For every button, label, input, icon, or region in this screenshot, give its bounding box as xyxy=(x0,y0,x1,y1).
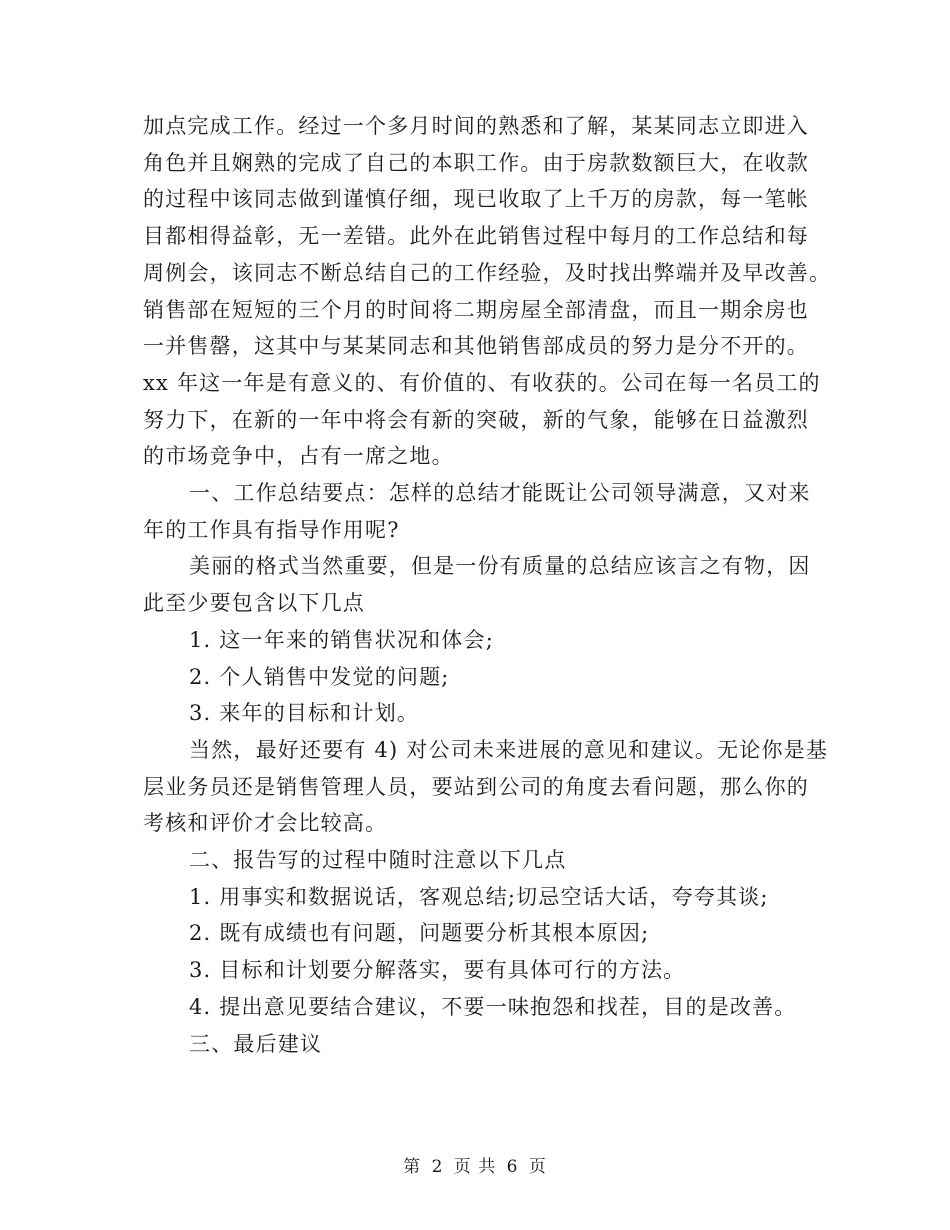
list-item-1: 1. 这一年来的销售状况和体会; xyxy=(189,627,494,652)
list-item-2: 2. 个人销售中发觉的问题; xyxy=(189,664,450,689)
body-line-5: 周例会，该同志不断总结自己的工作经验，及时找出弊端并及早改善。 xyxy=(143,260,832,285)
body-line-20: 考核和评价才会比较高。 xyxy=(143,811,388,836)
body-line-13: 美丽的格式当然重要，但是一份有质量的总结应该言之有物，因 xyxy=(189,554,811,579)
tip-item-1: 1. 用事实和数据说话，客观总结;切忌空话大话，夸夸其谈; xyxy=(189,884,769,909)
body-line-10: 的市场竞争中，占有一席之地。 xyxy=(143,444,454,469)
footer-prefix: 第 xyxy=(403,1157,422,1177)
body-line-12: 年的工作具有指导作用呢? xyxy=(143,517,400,542)
document-body xyxy=(143,108,832,1062)
body-line-1: 加点完成工作。经过一个多月时间的熟悉和了解，某某同志立即进入 xyxy=(143,114,809,138)
body-line-9: 努力下，在新的一年中将会有新的突破，新的气象，能够在日益激烈 xyxy=(143,407,809,432)
body-line-3: 的过程中该同志做到谨慎仔细，现已收取了上千万的房款，每一笔帐 xyxy=(143,187,809,212)
tip-item-4: 4. 提出意见要结合建议，不要一味抱怨和找茬，目的是改善。 xyxy=(189,994,797,1019)
list-item-3: 3. 来年的目标和计划。 xyxy=(189,701,420,726)
body-line-19: 层业务员还是销售管理人员，要站到公司的角度去看问题，那么你的 xyxy=(143,774,809,799)
body-line-6: 销售部在短短的三个月的时间将二期房屋全部清盘，而且一期余房也 xyxy=(143,297,809,322)
page-footer xyxy=(0,1155,950,1179)
body-line-18: 当然，最好还要有 4) 对公司未来进展的意见和建议。无论你是基 xyxy=(189,737,829,762)
tip-item-3: 3. 目标和计划要分解落实，要有具体可行的方法。 xyxy=(189,958,686,983)
body-line-2: 角色并且娴熟的完成了自己的本职工作。由于房款数额巨大，在收款 xyxy=(143,150,809,175)
section-heading-2: 二、报告写的过程中随时注意以下几点 xyxy=(189,848,567,873)
body-line-7: 一并售罄，这其中与某某同志和其他销售部成员的努力是分不开的。 xyxy=(143,334,809,359)
body-line-14: 此至少要包含以下几点 xyxy=(143,591,365,616)
total-page-number: 6 xyxy=(506,1157,519,1177)
body-line-4: 目都相得益彰，无一差错。此外在此销售过程中每月的工作总结和每 xyxy=(143,224,809,249)
footer-suffix: 页 xyxy=(528,1157,547,1177)
footer-middle: 页 共 xyxy=(453,1157,497,1177)
current-page-number: 2 xyxy=(431,1157,444,1177)
section-heading-1: 一、工作总结要点：怎样的总结才能既让公司领导满意，又对来 xyxy=(189,481,811,506)
tip-item-2: 2. 既有成绩也有问题，问题要分析其根本原因; xyxy=(189,921,650,946)
section-heading-3: 三、最后建议 xyxy=(189,1031,323,1056)
body-line-8: xx 年这一年是有意义的、有价值的、有收获的。公司在每一名员工的 xyxy=(143,370,821,395)
